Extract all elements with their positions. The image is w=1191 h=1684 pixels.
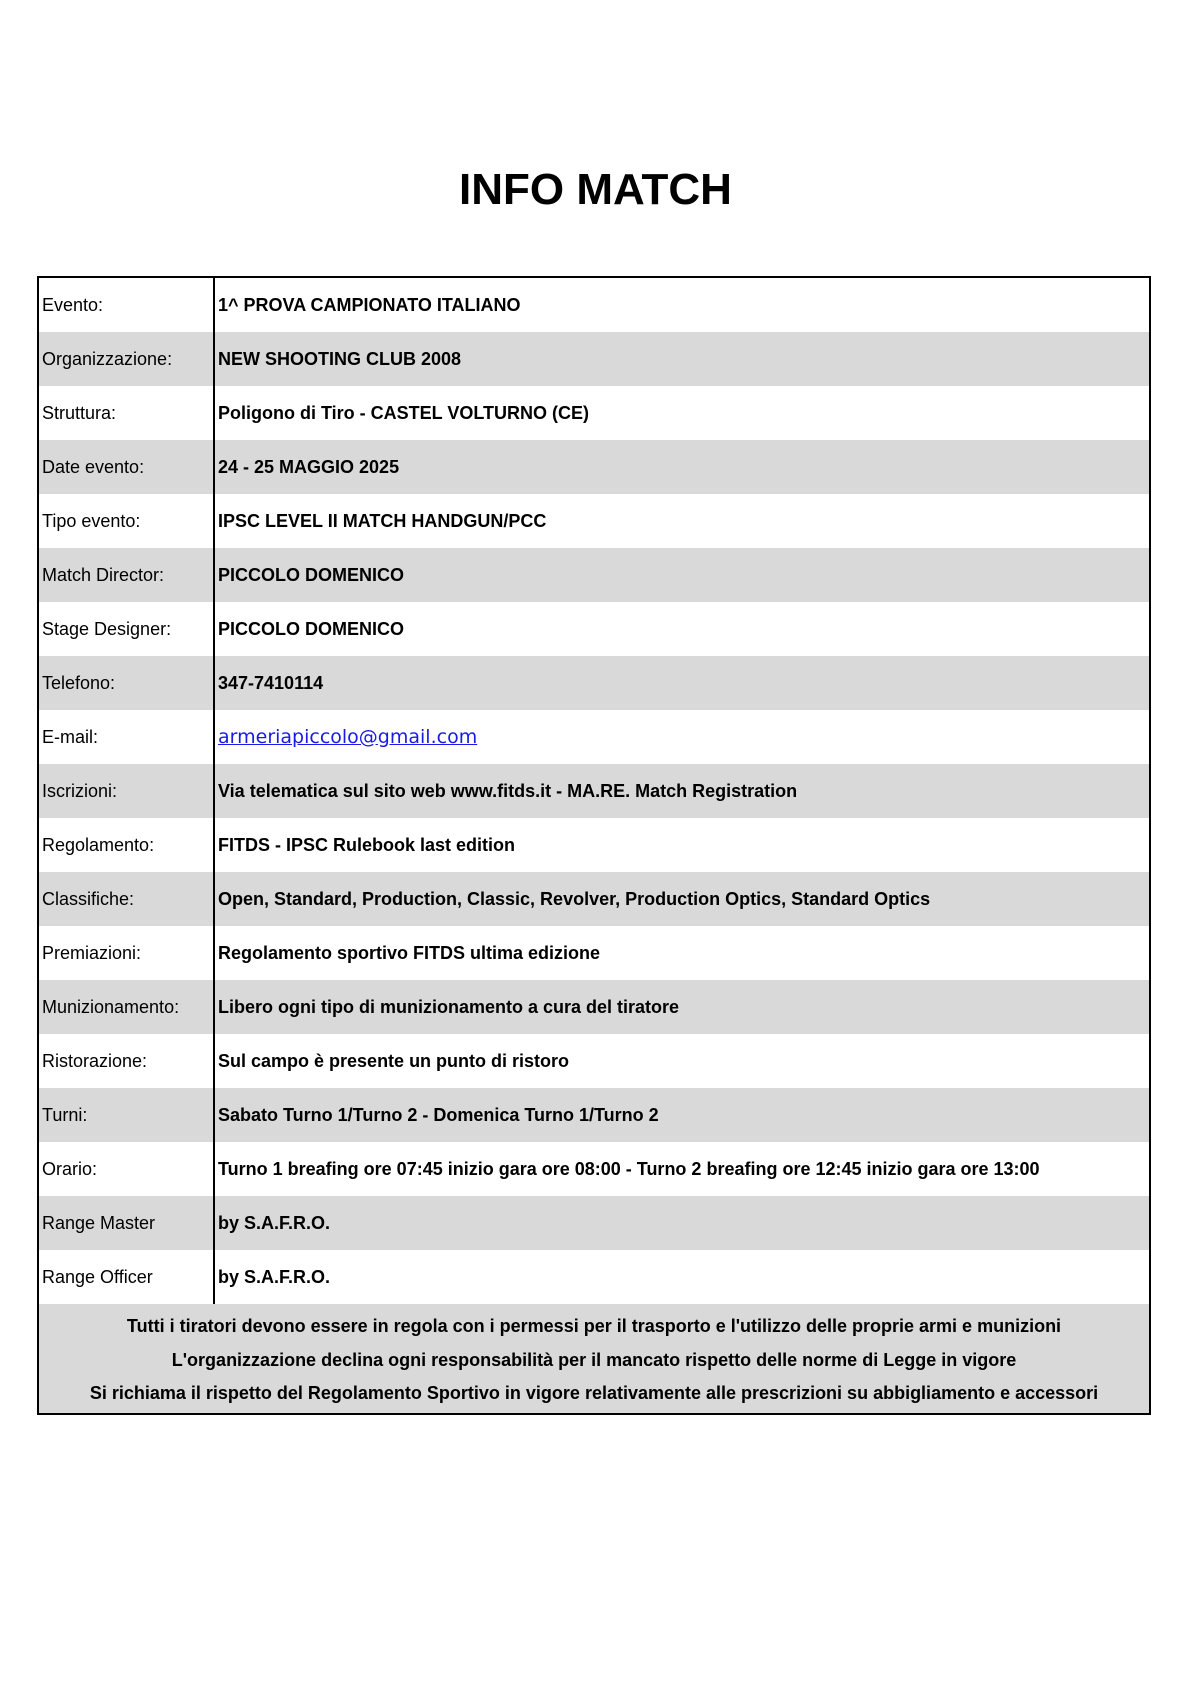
row-evento (39, 278, 1149, 332)
label-turni: Turni: (39, 1088, 215, 1142)
email-link[interactable]: armeriapiccolo@gmail.com (218, 726, 478, 748)
label-match-director: Match Director: (39, 548, 215, 602)
label-tipo-evento: Tipo evento: (39, 494, 215, 548)
value-organizzazione: NEW SHOOTING CLUB 2008 (218, 348, 462, 369)
label-stage-designer: Stage Designer: (39, 602, 215, 656)
label-regolamento: Regolamento: (39, 818, 215, 872)
row-date-evento (39, 440, 1149, 494)
label-munizionamento: Munizionamento: (39, 980, 215, 1034)
label-struttura: Struttura: (39, 386, 215, 440)
value-munizionamento: Libero ogni tipo di munizionamento a cura del tiratore (218, 996, 680, 1017)
value-match-director: PICCOLO DOMENICO (218, 564, 405, 585)
value-classifiche: Open, Standard, Production, Classic, Revolver, Production Optics, Standard Optics (218, 888, 931, 909)
value-premiazioni: Regolamento sportivo FITDS ultima edizione (218, 942, 601, 963)
row-organizzazione (39, 332, 1149, 386)
row-struttura (39, 386, 1149, 440)
label-range-officer: Range Officer (39, 1250, 215, 1304)
label-orario: Orario: (39, 1142, 215, 1196)
label-classifiche: Classifiche: (39, 872, 215, 926)
row-classifiche (39, 872, 1149, 926)
value-ristorazione: Sul campo è presente un punto di ristoro (218, 1050, 570, 1071)
value-range-master: by S.A.F.R.O. (218, 1212, 331, 1233)
page-title: INFO MATCH (459, 165, 732, 214)
value-tipo-evento: IPSC LEVEL II MATCH HANDGUN/PCC (218, 510, 547, 531)
row-range-master (39, 1196, 1149, 1250)
value-turni: Sabato Turno 1/Turno 2 - Domenica Turno 1/Turno 2 (218, 1104, 659, 1125)
value-iscrizioni: Via telematica sul sito web www.fitds.it - MA.RE. Match Registration (218, 780, 798, 801)
label-email: E-mail: (39, 710, 215, 764)
row-stage-designer (39, 602, 1149, 656)
info-table (37, 276, 1151, 1415)
value-regolamento: FITDS - IPSC Rulebook last edition (218, 834, 516, 855)
row-tipo-evento (39, 494, 1149, 548)
value-range-officer: by S.A.F.R.O. (218, 1266, 331, 1287)
row-iscrizioni (39, 764, 1149, 818)
value-evento: 1^ PROVA CAMPIONATO ITALIANO (218, 294, 521, 315)
label-range-master: Range Master (39, 1196, 215, 1250)
label-evento: Evento: (39, 278, 215, 332)
footer-note: Tutti i tiratori devono essere in regola con i permessi per il trasporto e l'utilizzo delle proprie armi e munizioni (126, 1316, 1062, 1336)
row-range-officer (39, 1250, 1149, 1304)
label-iscrizioni: Iscrizioni: (39, 764, 215, 818)
value-date-evento: 24 - 25 MAGGIO 2025 (218, 456, 400, 477)
label-ristorazione: Ristorazione: (39, 1034, 215, 1088)
value-telefono: 347-7410114 (218, 672, 324, 693)
row-telefono (39, 656, 1149, 710)
row-turni (39, 1088, 1149, 1142)
row-orario (39, 1142, 1149, 1196)
footer-notes (39, 1304, 1149, 1413)
row-email (39, 710, 1149, 764)
value-struttura: Poligono di Tiro - CASTEL VOLTURNO (CE) (218, 402, 589, 423)
footer-note: L'organizzazione declina ogni responsabilità per il mancato rispetto delle norme di Legge in vigore (171, 1349, 1017, 1370)
label-organizzazione: Organizzazione: (39, 332, 215, 386)
row-ristorazione (39, 1034, 1149, 1088)
row-regolamento (39, 818, 1149, 872)
label-premiazioni: Premiazioni: (39, 926, 215, 980)
row-munizionamento (39, 980, 1149, 1034)
value-orario: Turno 1 breafing ore 07:45 inizio gara ore 08:00 - Turno 2 breafing ore 12:45 inizio gara ore 13:00 (218, 1158, 1040, 1179)
label-telefono: Telefono: (39, 656, 215, 710)
row-premiazioni (39, 926, 1149, 980)
row-match-director (39, 548, 1149, 602)
value-email (215, 726, 1149, 748)
footer-note: Si richiama il rispetto del Regolamento Sportivo in vigore relativamente alle prescrizioni su abbigliamento e accessori (89, 1383, 1099, 1403)
label-date-evento: Date evento: (39, 440, 215, 494)
value-stage-designer: PICCOLO DOMENICO (218, 618, 405, 639)
